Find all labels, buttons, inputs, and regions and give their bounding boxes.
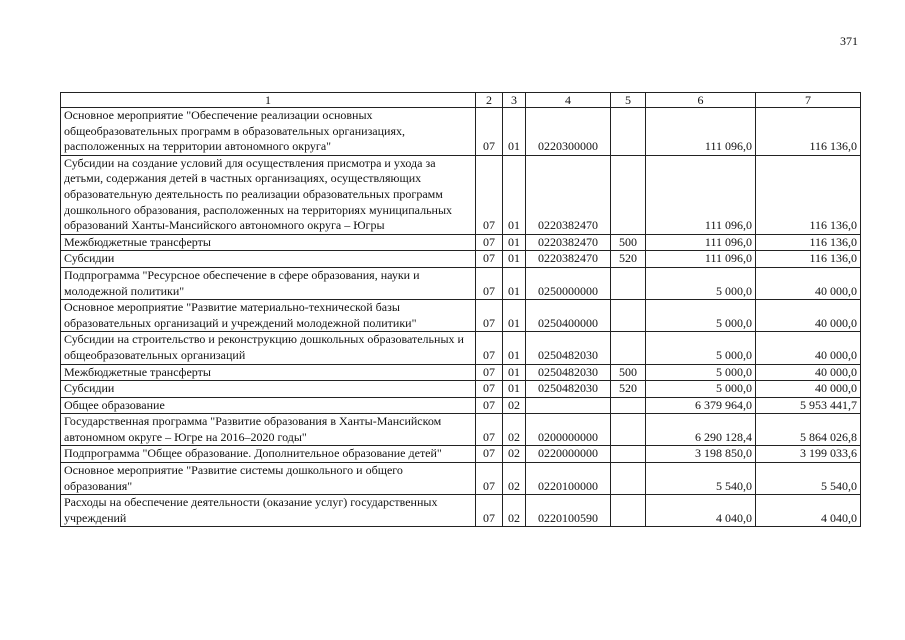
header-cell: 7 bbox=[756, 93, 861, 108]
target-code-cell: 0250482030 bbox=[526, 381, 611, 398]
expense-type-cell: 500 bbox=[611, 234, 646, 251]
name-cell: Общее образование bbox=[61, 397, 476, 414]
table-row bbox=[61, 234, 861, 251]
amount-cell: 5 540,0 bbox=[646, 463, 756, 495]
table-row bbox=[61, 155, 861, 234]
amount-cell: 116 136,0 bbox=[756, 251, 861, 268]
expense-type-cell bbox=[611, 155, 646, 234]
subsection-cell: 02 bbox=[503, 463, 526, 495]
expense-type-cell bbox=[611, 414, 646, 446]
amount-cell: 5 000,0 bbox=[646, 300, 756, 332]
amount-cell: 111 096,0 bbox=[646, 251, 756, 268]
table-row bbox=[61, 446, 861, 463]
name-cell: Межбюджетные трансферты bbox=[61, 234, 476, 251]
table-row bbox=[61, 108, 861, 156]
target-code-cell: 0220382470 bbox=[526, 155, 611, 234]
table-row bbox=[61, 495, 861, 527]
subsection-cell: 01 bbox=[503, 251, 526, 268]
header-cell: 5 bbox=[611, 93, 646, 108]
header-cell: 1 bbox=[61, 93, 476, 108]
amount-cell: 6 379 964,0 bbox=[646, 397, 756, 414]
name-cell: Государственная программа "Развитие образования в Ханты-Мансийском автономном округе – Югре на 2016–2020 годы" bbox=[61, 414, 476, 446]
amount-cell: 40 000,0 bbox=[756, 267, 861, 299]
expense-type-cell: 520 bbox=[611, 251, 646, 268]
subsection-cell: 01 bbox=[503, 332, 526, 364]
section-cell: 07 bbox=[476, 446, 503, 463]
header-cell: 6 bbox=[646, 93, 756, 108]
target-code-cell bbox=[526, 397, 611, 414]
expense-type-cell bbox=[611, 397, 646, 414]
amount-cell: 111 096,0 bbox=[646, 108, 756, 156]
subsection-cell: 01 bbox=[503, 381, 526, 398]
expense-type-cell bbox=[611, 495, 646, 527]
table-row bbox=[61, 397, 861, 414]
table-body bbox=[61, 108, 861, 527]
amount-cell: 5 000,0 bbox=[646, 332, 756, 364]
amount-cell: 5 000,0 bbox=[646, 381, 756, 398]
expense-type-cell bbox=[611, 108, 646, 156]
target-code-cell: 0220000000 bbox=[526, 446, 611, 463]
target-code-cell: 0220100590 bbox=[526, 495, 611, 527]
amount-cell: 6 290 128,4 bbox=[646, 414, 756, 446]
amount-cell: 40 000,0 bbox=[756, 332, 861, 364]
header-cell: 2 bbox=[476, 93, 503, 108]
expense-type-cell: 500 bbox=[611, 364, 646, 381]
name-cell: Основное мероприятие "Обеспечение реализации основных общеобразовательных программ в образовательных организациях, расположенных на территории автономного округа" bbox=[61, 108, 476, 156]
target-code-cell: 0220382470 bbox=[526, 251, 611, 268]
subsection-cell: 01 bbox=[503, 267, 526, 299]
amount-cell: 5 540,0 bbox=[756, 463, 861, 495]
name-cell: Расходы на обеспечение деятельности (оказание услуг) государственных учреждений bbox=[61, 495, 476, 527]
amount-cell: 116 136,0 bbox=[756, 234, 861, 251]
name-cell: Субсидии bbox=[61, 251, 476, 268]
section-cell: 07 bbox=[476, 300, 503, 332]
table-header-row bbox=[61, 93, 861, 108]
section-cell: 07 bbox=[476, 234, 503, 251]
table-row bbox=[61, 364, 861, 381]
table-row bbox=[61, 332, 861, 364]
header-cell: 3 bbox=[503, 93, 526, 108]
target-code-cell: 0220100000 bbox=[526, 463, 611, 495]
section-cell: 07 bbox=[476, 108, 503, 156]
target-code-cell: 0250400000 bbox=[526, 300, 611, 332]
expense-type-cell: 520 bbox=[611, 381, 646, 398]
header-cell: 4 bbox=[526, 93, 611, 108]
table-row bbox=[61, 381, 861, 398]
name-cell: Межбюджетные трансферты bbox=[61, 364, 476, 381]
name-cell: Субсидии на создание условий для осуществления присмотра и ухода за детьми, содержания детей в частных организациях, осуществляющих образовательную деятельность по реализации образовательных программ дошкольного образования, расположенных на территориях муниципальных образований Ханты-Мансийского автономного округа – Югры bbox=[61, 155, 476, 234]
target-code-cell: 0220382470 bbox=[526, 234, 611, 251]
name-cell: Основное мероприятие "Развитие системы дошкольного и общего образования" bbox=[61, 463, 476, 495]
budget-table bbox=[60, 92, 861, 527]
amount-cell: 3 198 850,0 bbox=[646, 446, 756, 463]
amount-cell: 5 864 026,8 bbox=[756, 414, 861, 446]
amount-cell: 3 199 033,6 bbox=[756, 446, 861, 463]
subsection-cell: 01 bbox=[503, 155, 526, 234]
section-cell: 07 bbox=[476, 463, 503, 495]
amount-cell: 40 000,0 bbox=[756, 364, 861, 381]
amount-cell: 111 096,0 bbox=[646, 234, 756, 251]
subsection-cell: 02 bbox=[503, 397, 526, 414]
subsection-cell: 01 bbox=[503, 234, 526, 251]
name-cell: Подпрограмма "Ресурсное обеспечение в сфере образования, науки и молодежной политики" bbox=[61, 267, 476, 299]
section-cell: 07 bbox=[476, 364, 503, 381]
expense-type-cell bbox=[611, 446, 646, 463]
amount-cell: 40 000,0 bbox=[756, 381, 861, 398]
section-cell: 07 bbox=[476, 251, 503, 268]
target-code-cell: 0250482030 bbox=[526, 364, 611, 381]
amount-cell: 4 040,0 bbox=[756, 495, 861, 527]
target-code-cell: 0250000000 bbox=[526, 267, 611, 299]
name-cell: Субсидии bbox=[61, 381, 476, 398]
subsection-cell: 02 bbox=[503, 414, 526, 446]
section-cell: 07 bbox=[476, 414, 503, 446]
table-row bbox=[61, 267, 861, 299]
target-code-cell: 0200000000 bbox=[526, 414, 611, 446]
table-row bbox=[61, 414, 861, 446]
amount-cell: 4 040,0 bbox=[646, 495, 756, 527]
expense-type-cell bbox=[611, 267, 646, 299]
subsection-cell: 01 bbox=[503, 108, 526, 156]
amount-cell: 5 000,0 bbox=[646, 364, 756, 381]
name-cell: Субсидии на строительство и реконструкцию дошкольных образовательных и общеобразовательных организаций bbox=[61, 332, 476, 364]
section-cell: 07 bbox=[476, 155, 503, 234]
subsection-cell: 01 bbox=[503, 300, 526, 332]
section-cell: 07 bbox=[476, 332, 503, 364]
table-row bbox=[61, 300, 861, 332]
subsection-cell: 02 bbox=[503, 446, 526, 463]
page-number: 371 bbox=[840, 34, 858, 48]
amount-cell: 40 000,0 bbox=[756, 300, 861, 332]
section-cell: 07 bbox=[476, 267, 503, 299]
amount-cell: 111 096,0 bbox=[646, 155, 756, 234]
expense-type-cell bbox=[611, 332, 646, 364]
amount-cell: 116 136,0 bbox=[756, 108, 861, 156]
subsection-cell: 01 bbox=[503, 364, 526, 381]
amount-cell: 116 136,0 bbox=[756, 155, 861, 234]
amount-cell: 5 000,0 bbox=[646, 267, 756, 299]
target-code-cell: 0220300000 bbox=[526, 108, 611, 156]
expense-type-cell bbox=[611, 300, 646, 332]
table-row bbox=[61, 463, 861, 495]
target-code-cell: 0250482030 bbox=[526, 332, 611, 364]
section-cell: 07 bbox=[476, 397, 503, 414]
section-cell: 07 bbox=[476, 495, 503, 527]
name-cell: Основное мероприятие "Развитие материально-технической базы образовательных организаций и учреждений молодежной политики" bbox=[61, 300, 476, 332]
subsection-cell: 02 bbox=[503, 495, 526, 527]
table-row bbox=[61, 251, 861, 268]
expense-type-cell bbox=[611, 463, 646, 495]
section-cell: 07 bbox=[476, 381, 503, 398]
amount-cell: 5 953 441,7 bbox=[756, 397, 861, 414]
name-cell: Подпрограмма "Общее образование. Дополнительное образование детей" bbox=[61, 446, 476, 463]
